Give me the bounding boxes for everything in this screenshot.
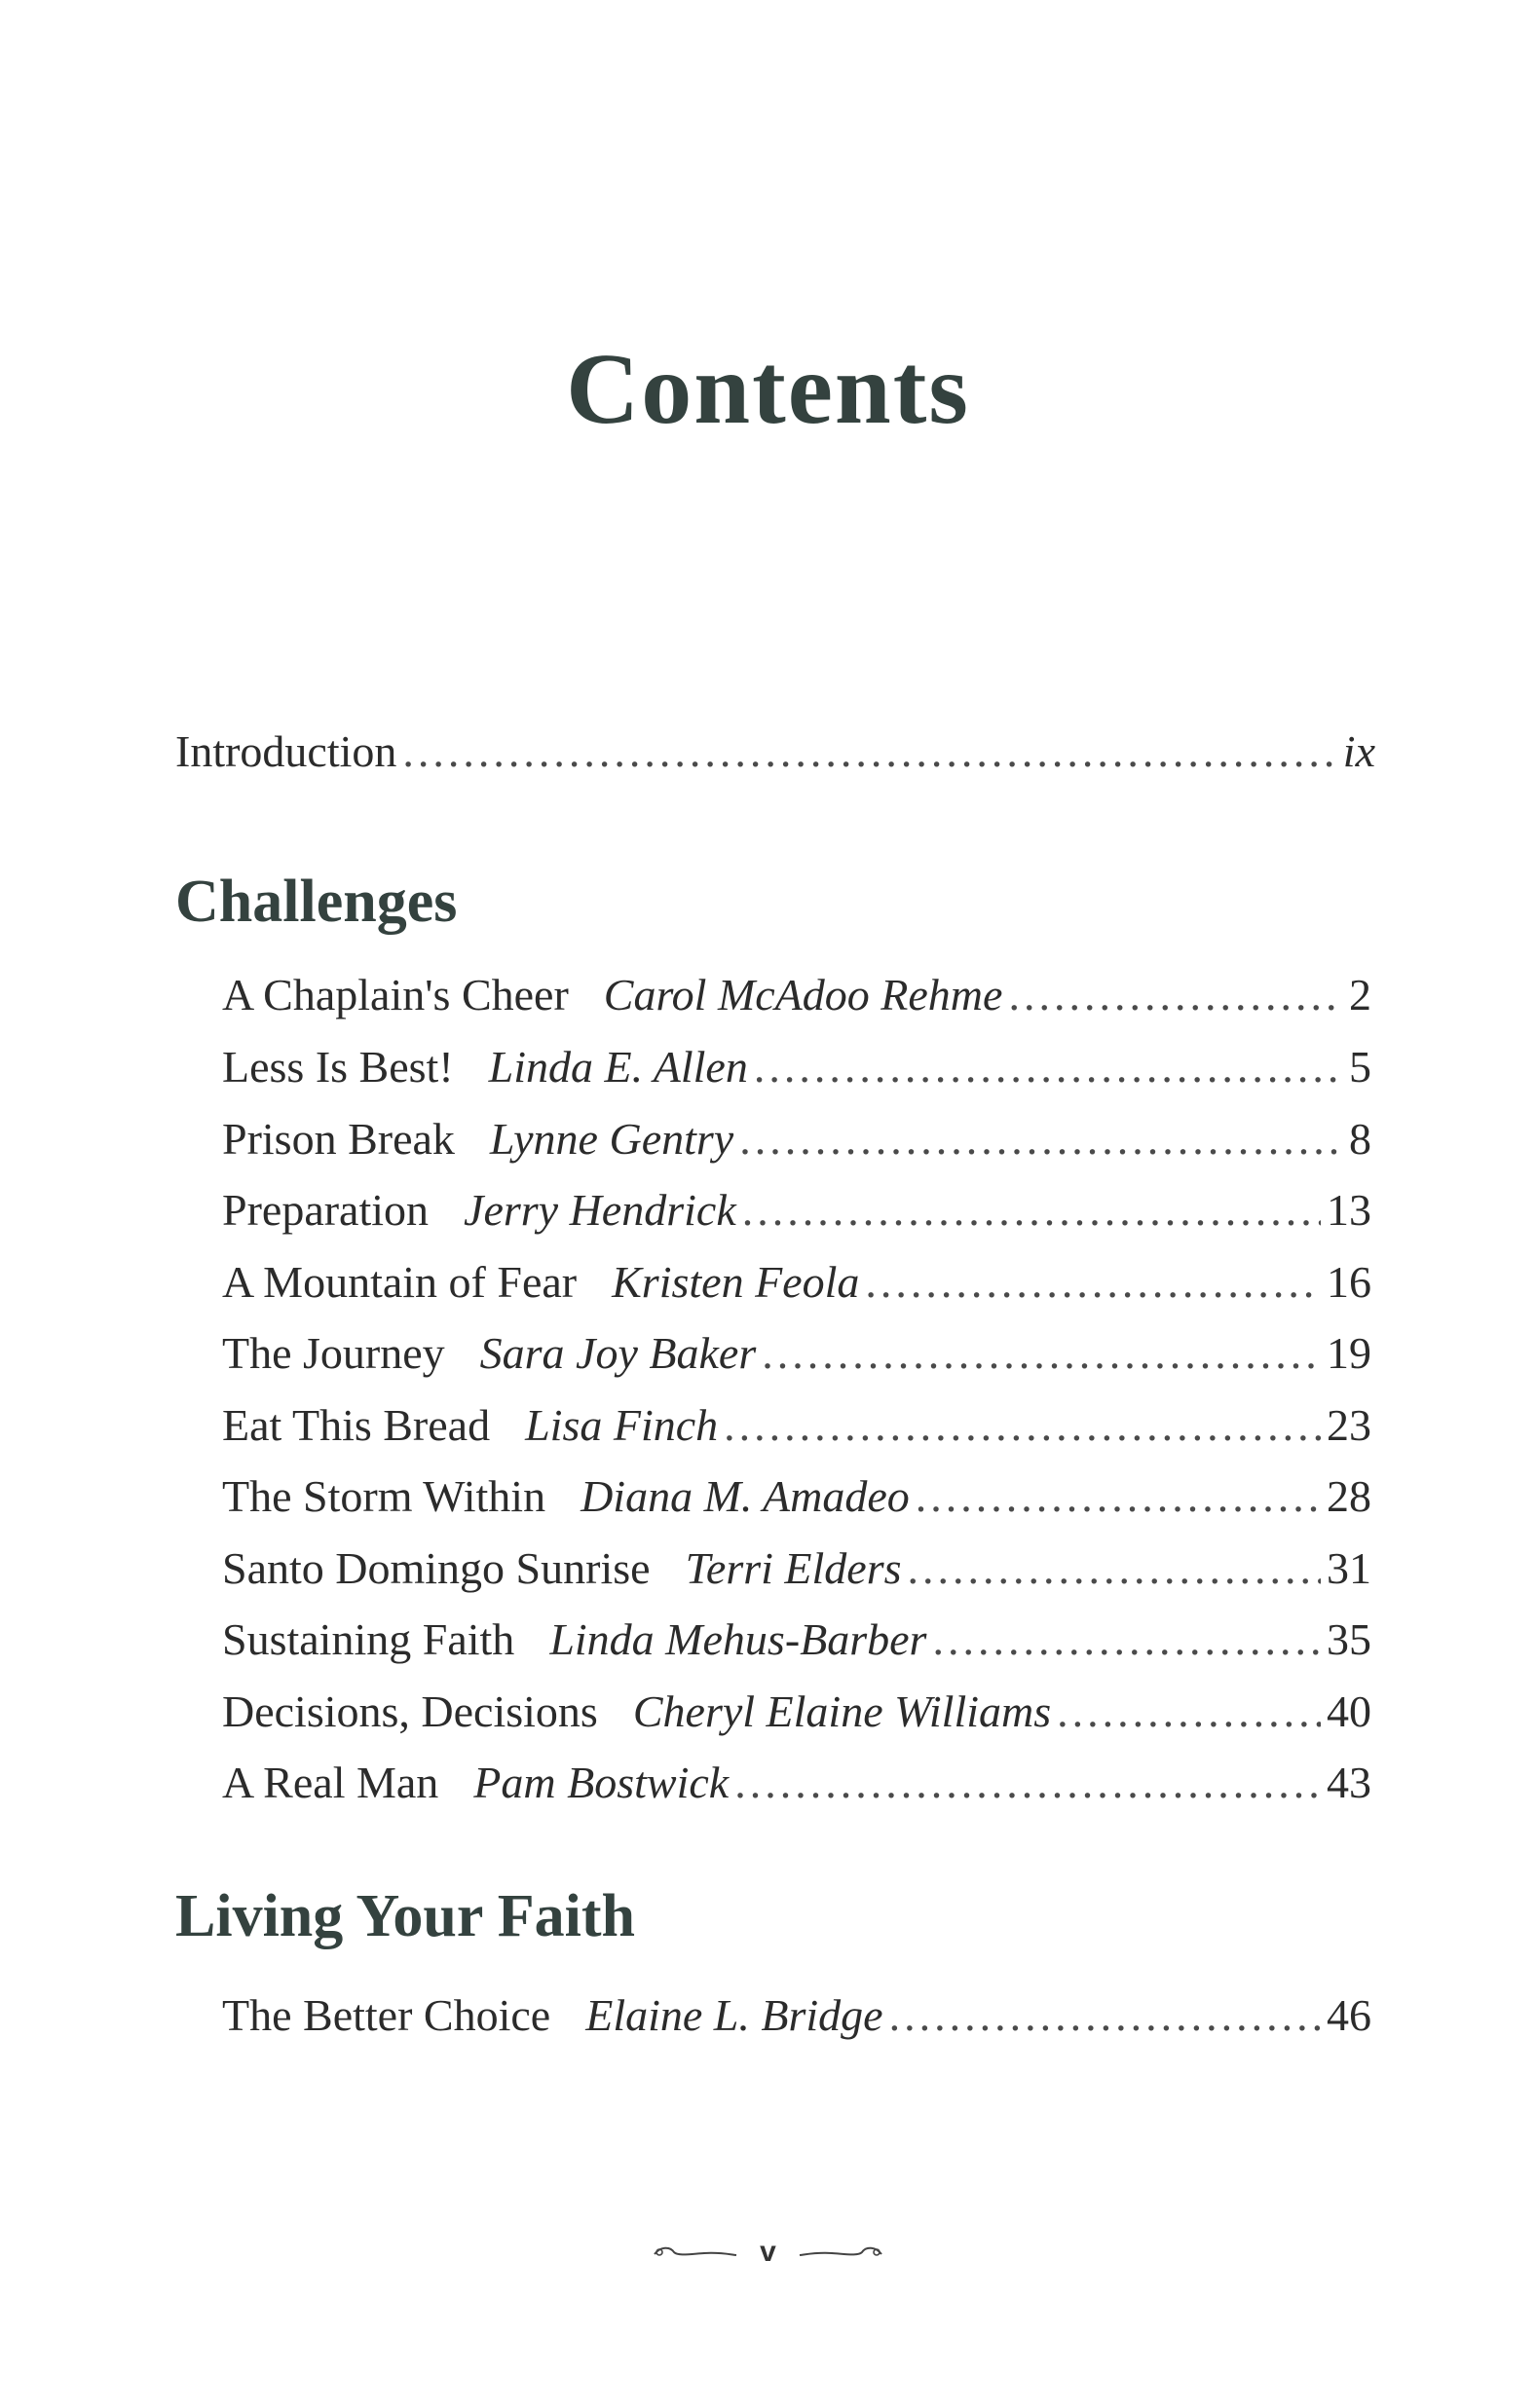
dot-leader (865, 1253, 1321, 1312)
toc-entry (222, 1986, 1371, 2045)
flourish-right-icon (798, 2242, 885, 2262)
entry-title: Decisions, Decisions (222, 1686, 598, 1736)
dot-leader (932, 1611, 1321, 1669)
dot-leader (916, 1467, 1321, 1526)
toc-entry (222, 1396, 1371, 1455)
entry-page: 16 (1327, 1257, 1371, 1307)
entry-title: Eat This Bread (222, 1400, 491, 1450)
toc-entry (222, 1324, 1371, 1383)
dot-leader (734, 1754, 1321, 1812)
dot-leader (1057, 1683, 1321, 1741)
dot-leader (739, 1110, 1343, 1168)
entry-page: 19 (1327, 1328, 1371, 1378)
page-title: Contents (566, 333, 970, 445)
dot-leader (742, 1181, 1321, 1240)
entry-author: Lisa Finch (525, 1400, 719, 1450)
entry-author: Lynne Gentry (489, 1114, 734, 1164)
entry-title: Introduction (175, 726, 397, 776)
entry-author: Carol McAdoo Rehme (603, 970, 1003, 1019)
entry-title: Prison Break (222, 1114, 455, 1164)
entry-title: The Better Choice (222, 1990, 551, 2040)
dot-leader (754, 1038, 1343, 1096)
toc-entry (222, 1611, 1371, 1669)
entry-page: 2 (1349, 970, 1371, 1019)
entry-author: Jerry Hendrick (464, 1185, 736, 1235)
entry-title: A Mountain of Fear (222, 1257, 578, 1307)
entry-page: 40 (1327, 1686, 1371, 1736)
dot-leader (908, 1539, 1321, 1598)
toc-entry (222, 1038, 1371, 1096)
entry-page: 5 (1349, 1042, 1371, 1092)
toc-entry (222, 1754, 1371, 1812)
entry-page: 28 (1327, 1471, 1371, 1521)
toc-entry (222, 1110, 1371, 1168)
entry-page: 43 (1327, 1758, 1371, 1807)
entry-title: The Journey (222, 1328, 445, 1378)
toc-entry-introduction (175, 722, 1375, 781)
entry-author: Terri Elders (685, 1543, 902, 1593)
entry-page: 8 (1349, 1114, 1371, 1164)
toc-entry (222, 1181, 1371, 1240)
entry-author: Kristen Feola (612, 1257, 860, 1307)
entry-page: 46 (1327, 1990, 1371, 2040)
toc-entry (222, 1539, 1371, 1598)
entry-page: 13 (1327, 1185, 1371, 1235)
dot-leader (402, 722, 1336, 781)
entry-title: Santo Domingo Sunrise (222, 1543, 651, 1593)
toc-entry (222, 1253, 1371, 1312)
entry-page: 31 (1327, 1543, 1371, 1593)
flourish-left-icon (651, 2242, 738, 2262)
entry-title: A Real Man (222, 1758, 439, 1807)
page-number: v (760, 2236, 776, 2268)
dot-leader (762, 1324, 1321, 1383)
entry-title: The Storm Within (222, 1471, 546, 1521)
entry-author: Diana M. Amadeo (581, 1471, 910, 1521)
entry-title: Less Is Best! (222, 1042, 454, 1092)
entry-author: Elaine L. Bridge (585, 1990, 883, 2040)
entry-author: Sara Joy Baker (479, 1328, 757, 1378)
entry-title: Sustaining Faith (222, 1614, 515, 1664)
section-heading-challenges: Challenges (175, 869, 458, 935)
entry-author: Pam Bostwick (473, 1758, 730, 1807)
entry-title: A Chaplain's Cheer (222, 970, 569, 1019)
entry-author: Linda Mehus-Barber (549, 1614, 927, 1664)
dot-leader (724, 1396, 1321, 1455)
dot-leader (889, 1986, 1321, 2045)
entry-author: Linda E. Allen (488, 1042, 748, 1092)
toc-entry (222, 1683, 1371, 1741)
entry-author: Cheryl Elaine Williams (632, 1686, 1052, 1736)
entry-title: Preparation (222, 1185, 430, 1235)
entry-page: ix (1342, 726, 1375, 776)
entry-page: 35 (1327, 1614, 1371, 1664)
dot-leader (1008, 966, 1343, 1024)
section-heading-living-your-faith: Living Your Faith (175, 1883, 635, 1949)
entry-page: 23 (1327, 1400, 1371, 1450)
toc-entry (222, 966, 1371, 1024)
toc-entry (222, 1467, 1371, 1526)
page-footer (0, 2236, 1536, 2269)
